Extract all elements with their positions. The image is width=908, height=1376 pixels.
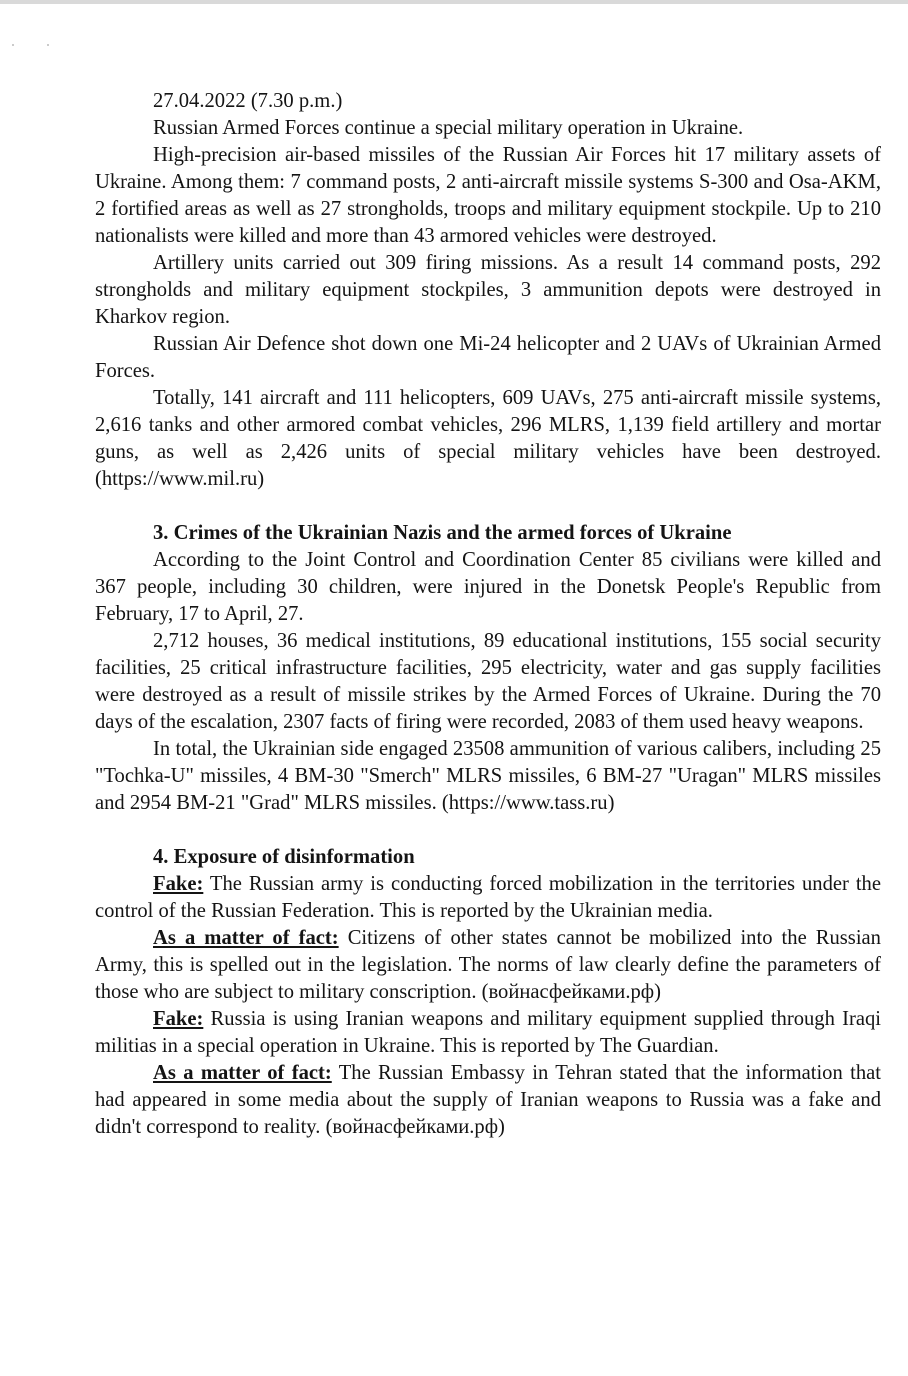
- section-3-paragraph-3: In total, the Ukrainian side engaged 23508 ammunition of various calibers, including 25 "Tochka-U" missiles, 4 BM-30 "Smerch" MLRS missiles, 6 BM-27 "Uragan" MLRS missiles and 2954 BM-21 "Grad" MLRS missiles. (https://www.tass.ru): [95, 738, 881, 814]
- scan-speck: [47, 44, 49, 46]
- fact-text: Citizens of other states cannot be mobilized into the Russian Army, this is spelled out in the legislation. The norms of law clearly define the parameters of those who are subject to military conscription. (войнасфейками.рф): [95, 927, 881, 1003]
- fact-label: As a matter of fact:: [153, 927, 339, 949]
- fact-label: As a matter of fact:: [153, 1062, 332, 1084]
- fake-label: Fake:: [153, 1008, 204, 1030]
- fact-rebuttal-2: [95, 1060, 881, 1141]
- scan-speck: [12, 44, 14, 46]
- fake-label: Fake:: [153, 873, 204, 895]
- fact-rebuttal-1: [95, 925, 881, 1006]
- mod-paragraph-4: Russian Air Defence shot down one Mi-24 helicopter and 2 UAVs of Ukrainian Armed Forces.: [95, 333, 881, 382]
- document-page: [95, 88, 881, 1141]
- mod-paragraph-1: Russian Armed Forces continue a special military operation in Ukraine.: [153, 117, 744, 139]
- fake-text: The Russian army is conducting forced mobilization in the territories under the control of the Russian Federation. This is reported by the Ukrainian media.: [95, 873, 881, 922]
- section-3-paragraph-2: 2,712 houses, 36 medical institutions, 89 educational institutions, 155 social security facilities, 25 critical infrastructure facilities, 295 electricity, water and gas supply facilities were destroyed as a result of missile strikes by the Armed Forces of Ukraine. During the 70 days of the escalation, 2307 facts of firing were recorded, 2083 of them used heavy weapons.: [95, 630, 881, 733]
- fake-claim-2: [95, 1006, 881, 1060]
- section-3-heading: 3. Crimes of the Ukrainian Nazis and the armed forces of Ukraine: [153, 522, 732, 544]
- fake-text: Russia is using Iranian weapons and military equipment supplied through Iraqi militias in a special operation in Ukraine. This is reported by The Guardian.: [95, 1008, 881, 1057]
- mod-paragraph-2: High-precision air-based missiles of the Russian Air Forces hit 17 military assets of Ukraine. Among them: 7 command posts, 2 anti-aircraft missile systems S-300 and Osa-AKM, 2 fortified areas as well as 27 strongholds, troops and military equipment stockpile. Up to 210 nationalists were killed and more than 43 armored vehicles were destroyed.: [95, 144, 881, 247]
- mod-paragraph-3: Artillery units carried out 309 firing missions. As a result 14 command posts, 292 strongholds and military equipment stockpiles, 3 ammunition depots were destroyed in Kharkov region.: [95, 252, 881, 328]
- section-4-heading: 4. Exposure of disinformation: [153, 846, 415, 868]
- mod-paragraph-5: Totally, 141 aircraft and 111 helicopters, 609 UAVs, 275 anti-aircraft missile systems, 2,616 tanks and other armored combat vehicles, 296 MLRS, 1,139 field artillery and mortar guns, as well as 2,426 units of special military vehicles have been destroyed. (https://www.mil.ru): [95, 387, 881, 490]
- date-line: 27.04.2022 (7.30 p.m.): [153, 90, 343, 112]
- section-3-paragraph-1: According to the Joint Control and Coordination Center 85 civilians were killed and 367 people, including 30 children, were injured in the Donetsk People's Republic from February, 17 to April, 27.: [95, 549, 881, 625]
- fact-text: The Russian Embassy in Tehran stated that the information that had appeared in some media about the supply of Iranian weapons to Russia was a fake and didn't correspond to reality. (войнасфейками.рф): [95, 1062, 881, 1138]
- top-edge-strip: [0, 0, 908, 4]
- fake-claim-1: [95, 871, 881, 925]
